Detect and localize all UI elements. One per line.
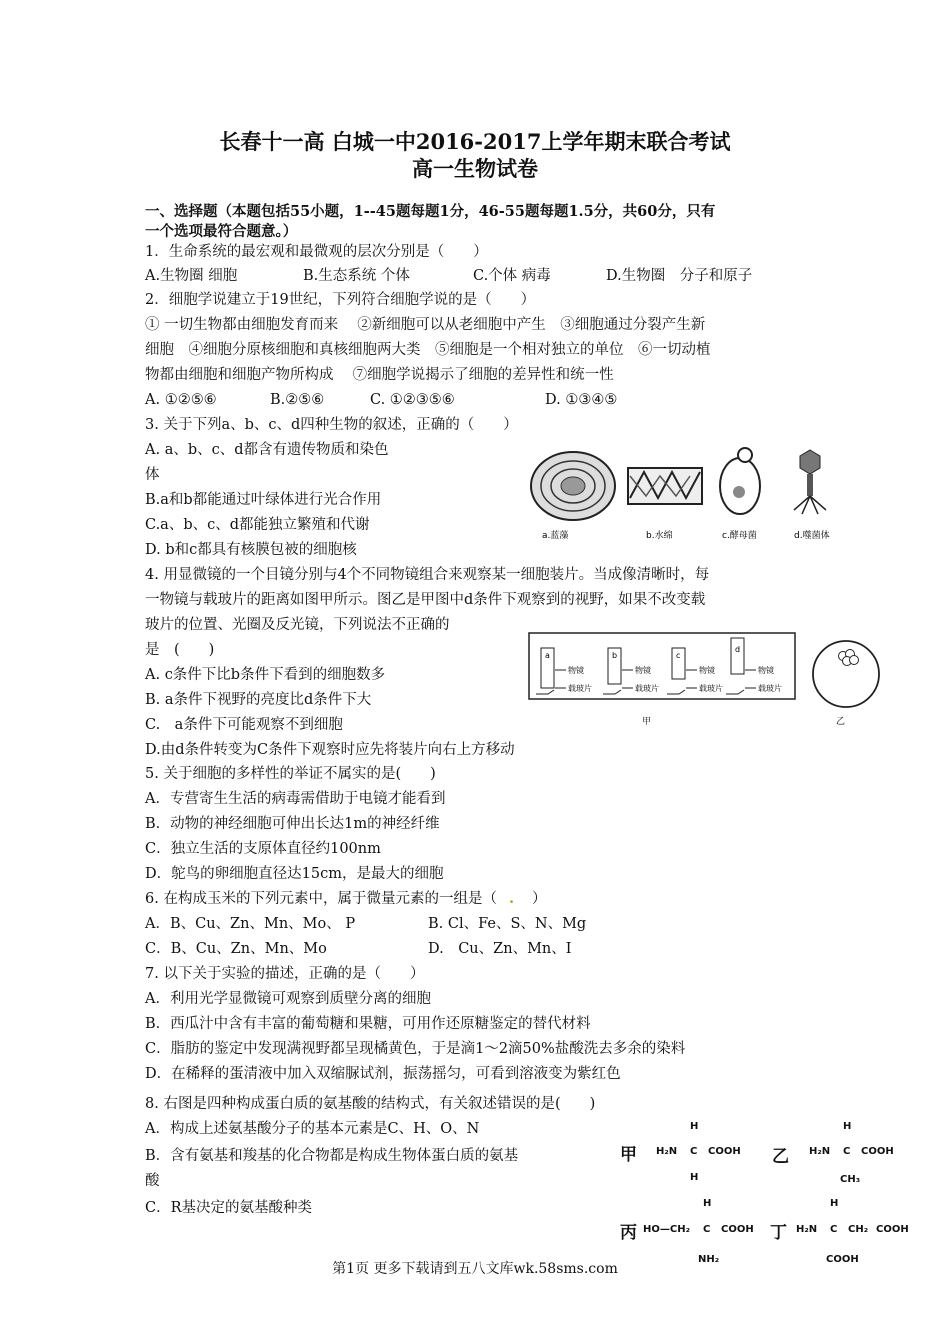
- q8-option-c: C．R基决定的氨基酸种类: [145, 1200, 313, 1216]
- label-slide-c: 载玻片: [699, 684, 723, 693]
- aa-yi-label: 乙: [772, 1147, 789, 1167]
- q8-option-a: A．构成上述氨基酸分子的基本元素是C、H、O、N: [145, 1121, 480, 1137]
- field-of-view-figure: [810, 638, 882, 710]
- q6-option-b: B. Cl、Fe、S、N、Mg: [428, 916, 587, 932]
- cap-phage: d.噬菌体: [794, 531, 830, 541]
- q3-option-a-cont: 体: [145, 467, 160, 483]
- q3-stem: 3. 关于下列a、b、c、d四种生物的叙述，正确的（ ）: [145, 417, 518, 433]
- q6-option-d: D. Cu、Zn、Mn、I: [428, 941, 572, 957]
- q1-option-d: D.生物圈 分子和原子: [606, 268, 753, 284]
- letter-a: a: [545, 651, 550, 660]
- q4-option-d: D.由d条件转变为C条件下观察时应先将装片向右上方移动: [145, 742, 515, 758]
- aa-bing-cooh: COOH: [721, 1224, 754, 1235]
- label-slide-d: 载玻片: [758, 684, 782, 693]
- aa-bing-label: 丙: [620, 1223, 637, 1243]
- section-heading: 一、选择题（本题包括55小题，1--45题每题1分，46-55题每题1.5分，共60分，只有: [145, 203, 716, 220]
- aa-ding-cooh: COOH: [876, 1224, 909, 1235]
- q1-option-b: B.生态系统 个体: [303, 268, 410, 284]
- q2-option-c: C. ①②③⑤⑥: [370, 392, 455, 408]
- q3-option-a: A. a、b、c、d都含有遗传物质和染色: [145, 442, 389, 458]
- q6-option-c: C．B、Cu、Zn、Mn、Mo: [145, 941, 327, 957]
- q2-statements-2: 细胞 ④细胞分原核细胞和真核细胞两大类 ⑤细胞是一个相对独立的单位 ⑥一切动植: [145, 342, 711, 358]
- exam-title: 长春十一高 白城一中2016-2017上学年期末联合考试: [219, 129, 731, 154]
- q1-option-c: C.个体 病毒: [473, 268, 551, 284]
- exam-subtitle: 高一生物试卷: [412, 156, 538, 181]
- aa-bing-ho-ch2: HO—CH₂: [643, 1224, 690, 1235]
- aa-yi-c: C: [843, 1146, 851, 1157]
- aa-ding-cooh-bottom: COOH: [826, 1254, 859, 1265]
- figure-jia-label: 甲: [642, 717, 652, 727]
- aa-jia-h2n: H₂N: [656, 1146, 678, 1157]
- organisms-figure: [528, 446, 840, 544]
- spirogyra-drawing: [628, 468, 702, 504]
- aa-ding-h2n: H₂N: [796, 1224, 818, 1235]
- q5-option-b: B．动物的神经细胞可伸出长达1m的神经纤维: [145, 816, 440, 832]
- label-slide-a: 载玻片: [568, 684, 592, 693]
- q7-option-d: D．在稀释的蛋清液中加入双缩脲试剂，振荡摇匀，可看到溶液变为紫红色: [145, 1066, 621, 1082]
- label-objective-b: 物镜: [635, 666, 651, 675]
- figure-yi-label: 乙: [836, 717, 846, 727]
- q6-stem: [145, 889, 547, 909]
- q6-option-a: A．B、Cu、Zn、Mn、Mo、 P: [145, 916, 356, 932]
- q5-option-d: D．鸵鸟的卵细胞直径达15cm，是最大的细胞: [145, 866, 444, 882]
- q2-option-d: D. ①③④⑤: [545, 392, 618, 408]
- q7-option-a: A．利用光学显微镜可观察到质壁分离的细胞: [145, 991, 431, 1007]
- aa-ding-c: C: [830, 1224, 838, 1235]
- yeast-drawing: [720, 448, 760, 514]
- q7-stem: 7. 以下关于实验的描述，正确的是（ ）: [145, 966, 425, 982]
- aa-jia-h-top: H: [690, 1121, 699, 1132]
- page-footer: 第1页 更多下载请到五八文库wk.58sms.com: [332, 1261, 618, 1277]
- q6-stem-text: 6. 在构成玉米的下列元素中，属于微量元素的一组是（: [145, 891, 497, 907]
- q8-option-b: B．含有氨基和羧基的化合物都是构成生物体蛋白质的氨基: [145, 1148, 519, 1164]
- q5-option-a: A．专营寄生生活的病毒需借助于电镜才能看到: [145, 791, 446, 807]
- label-slide-b: 载玻片: [635, 684, 659, 693]
- q1-option-a: A.生物圈 细胞: [145, 268, 238, 284]
- q7-option-b: B．西瓜汁中含有丰富的葡萄糖和果糖，可用作还原糖鉴定的替代材料: [145, 1016, 591, 1032]
- aa-jia-cooh: COOH: [708, 1146, 741, 1157]
- letter-b: b: [612, 651, 618, 660]
- q6-stem-end: ）: [532, 891, 547, 907]
- section-heading-cont: 一个选项最符合题意。）: [145, 223, 298, 240]
- cap-cyanobacteria: a.蓝藻: [542, 531, 569, 541]
- q4-stem-2: 一物镜与载玻片的距离如图甲所示。图乙是甲图中d条件下观察到的视野，如果不改变载: [145, 592, 706, 608]
- aa-ding-ch2: CH₂: [848, 1224, 869, 1235]
- q8-stem: 8. 右图是四种构成蛋白质的氨基酸的结构式，有关叙述错误的是( ): [145, 1096, 596, 1112]
- q5-stem: 5. 关于细胞的多样性的举证不属实的是( ): [145, 766, 436, 782]
- q2-option-a: A. ①②⑤⑥: [145, 392, 217, 408]
- aa-ding-h-top: H: [830, 1198, 839, 1209]
- q4-stem-4: 是 ( ): [145, 642, 215, 658]
- cyanobacteria-drawing: [531, 452, 615, 520]
- q2-statements-1: ① 一切生物都由细胞发育而来 ②新细胞可以从老细胞中产生 ③细胞通过分裂产生新: [145, 317, 706, 333]
- q2-stem: 2．细胞学说建立于19世纪，下列符合细胞学说的是（ ）: [145, 292, 536, 308]
- q4-option-b: B. a条件下视野的亮度比d条件下大: [145, 692, 372, 708]
- q4-option-a: A. c条件下比b条件下看到的细胞数多: [145, 667, 386, 683]
- q7-option-c: C．脂肪的鉴定中发现满视野都呈现橘黄色，于是滴1～2滴50%盐酸洗去多余的染料: [145, 1041, 686, 1057]
- aa-yi-h2n: H₂N: [809, 1146, 831, 1157]
- q3-option-b: B.a和b都能通过叶绿体进行光合作用: [145, 492, 382, 508]
- letter-d: d: [735, 645, 741, 654]
- phage-drawing: [794, 450, 826, 514]
- aa-bing-c: C: [703, 1224, 711, 1235]
- aa-yi-h-top: H: [843, 1121, 852, 1132]
- cap-yeast: c.酵母菌: [722, 531, 757, 541]
- label-objective-c: 物镜: [699, 666, 715, 675]
- q3-option-c: C.a、b、c、d都能独立繁殖和代谢: [145, 517, 370, 533]
- label-objective-a: 物镜: [568, 666, 584, 675]
- aa-yi-cooh: COOH: [861, 1146, 894, 1157]
- q4-option-c: C. a条件下可能观察不到细胞: [145, 717, 343, 733]
- aa-bing-h-top: H: [703, 1198, 712, 1209]
- q6-dot: .: [508, 890, 515, 907]
- q1-stem: 1．生命系统的最宏观和最微观的层次分别是（ ）: [145, 244, 488, 260]
- aa-bing-nh2: NH₂: [698, 1254, 720, 1265]
- q5-option-c: C．独立生活的支原体直径约100nm: [145, 841, 381, 857]
- q2-statements-3: 物都由细胞和细胞产物所构成 ⑦细胞学说揭示了细胞的差异性和统一性: [145, 367, 614, 383]
- cap-spirogyra: b.水绵: [646, 531, 673, 541]
- letter-c: c: [676, 651, 681, 660]
- aa-yi-ch3: CH₃: [840, 1174, 861, 1185]
- aa-jia-h-bottom: H: [690, 1172, 699, 1183]
- q4-stem-3: 玻片的位置、光圈及反光镜，下列说法不正确的: [145, 617, 450, 633]
- label-objective-d: 物镜: [758, 666, 774, 675]
- q4-stem-1: 4. 用显微镜的一个目镜分别与4个不同物镜组合来观察某一细胞装片。当成像清晰时，每: [145, 567, 710, 583]
- q2-option-b: B.②⑤⑥: [270, 392, 325, 408]
- q3-option-d: D. b和c都具有核膜包被的细胞核: [145, 542, 357, 558]
- aa-jia-c: C: [690, 1146, 698, 1157]
- objective-distance-figure: [528, 632, 798, 702]
- aa-ding-label: 丁: [770, 1223, 787, 1243]
- aa-jia-label: 甲: [620, 1145, 637, 1165]
- q8-option-b-cont: 酸: [145, 1173, 160, 1189]
